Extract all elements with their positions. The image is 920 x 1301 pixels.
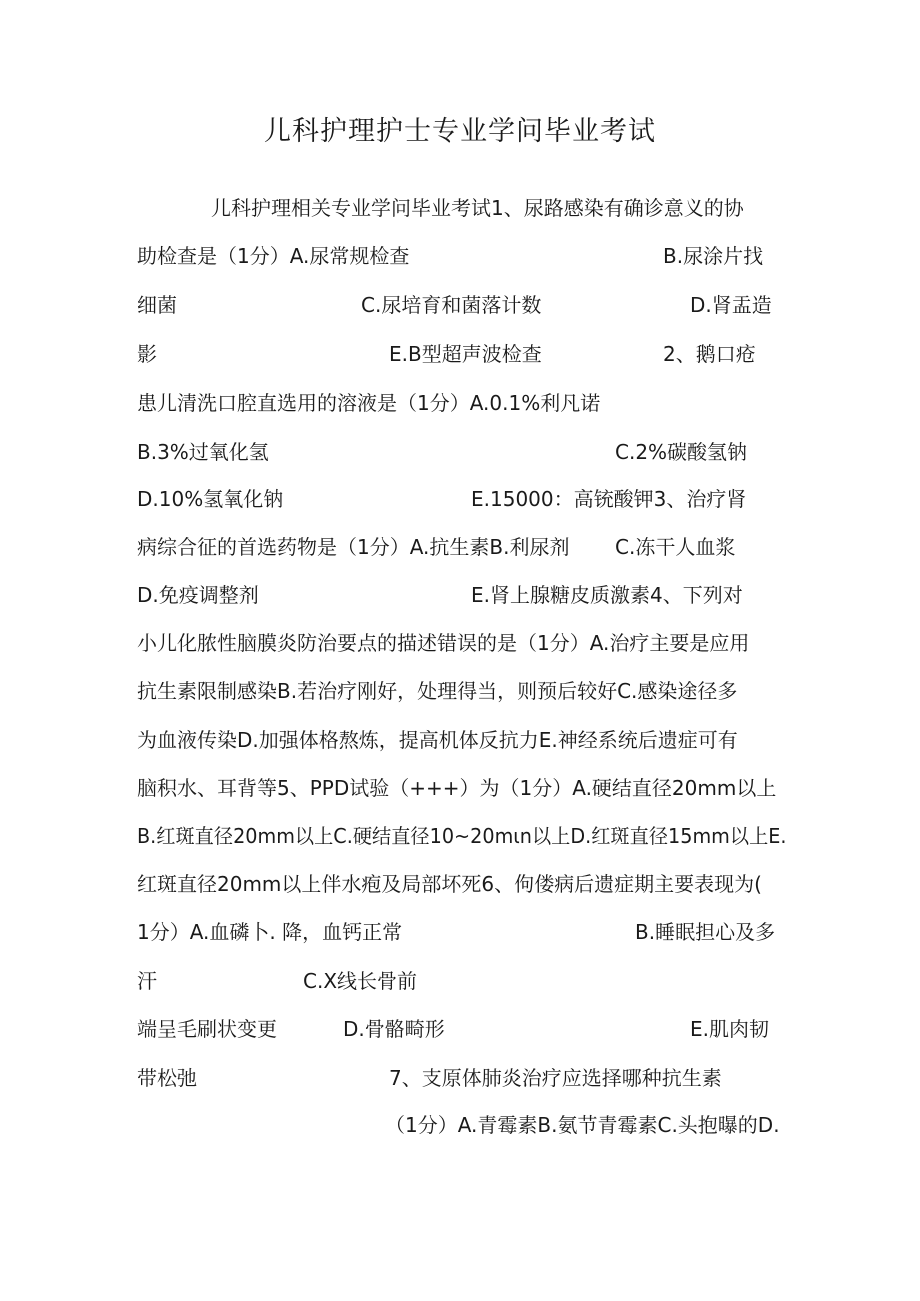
text-segment: 汗	[137, 969, 157, 993]
text-segment: 细菌	[137, 293, 177, 317]
text-segment: 脑积水、耳背等5、PPD试验（+++）为（1分）A.硬结直径20mm以上	[137, 776, 777, 800]
text-segment: B.红斑直径20mm以上C.硬结直径10~20mιn以上D.红斑直径15mm以上E.	[137, 824, 787, 848]
text-line	[137, 869, 787, 899]
text-segment: B.尿涂片找	[663, 244, 764, 268]
text-segment: D.肾盂造	[690, 293, 772, 317]
text-segment: 病综合征的首选药物是（1分）A.抗生素B.利尿剂	[137, 535, 570, 559]
text-segment: B.睡眠担心及多	[635, 920, 776, 944]
text-segment: E.15000：高铳酸钾3、治疗肾	[471, 487, 747, 511]
text-line	[137, 773, 787, 803]
text-segment: 端呈毛刷状变更	[137, 1017, 277, 1041]
text-line	[137, 580, 787, 610]
text-segment: 儿科护理相关专业学问毕业考试1、尿路感染有确诊意义的协	[211, 196, 744, 220]
text-segment: 影	[137, 342, 157, 366]
text-line	[137, 966, 787, 996]
text-segment: 为血液传染D.加强体格熬炼，提高机体反抗力E.神经系统后遗症可有	[137, 728, 738, 752]
text-segment: E.B型超声波检查	[389, 342, 542, 366]
text-segment: E.肌肉韧	[690, 1017, 769, 1041]
text-line	[137, 437, 787, 467]
text-line	[137, 628, 787, 658]
text-segment: 带松弛	[137, 1066, 197, 1090]
text-segment: D.免疫调整剂	[137, 583, 259, 607]
text-segment: 1分）A.血磷卜. 降，血钙正常	[137, 920, 403, 944]
document-title: 儿科护理护士专业学问毕业考试	[264, 116, 656, 147]
text-segment: C.尿培育和菌落计数	[361, 293, 542, 317]
text-line	[137, 193, 787, 223]
text-segment: 抗生素限制感染B.若治疗刚好，处理得当，则预后较好C.感染途径多	[137, 679, 738, 703]
text-segment: 7、支原体肺炎治疗应选择哪种抗生素	[389, 1066, 722, 1090]
text-segment: 2、鹅口疮	[663, 342, 756, 366]
text-segment: 助检查是（1分）A.尿常规检查	[137, 244, 410, 268]
text-line	[137, 1110, 787, 1140]
text-line	[137, 532, 787, 562]
text-segment: C.X线长骨前	[303, 969, 418, 993]
text-segment: D.骨骼畸形	[343, 1017, 445, 1041]
text-segment: 红斑直径20mm以上伴水疱及局部坏死6、佝偻病后遗症期主要表现为(	[137, 872, 762, 896]
text-line	[137, 725, 787, 755]
text-line	[137, 1063, 787, 1093]
text-line	[137, 290, 787, 320]
text-segment: B.3%过氧化氢	[137, 440, 269, 464]
text-segment: C.2%碳酸氢钠	[615, 440, 748, 464]
text-line	[137, 339, 787, 369]
text-line	[137, 917, 787, 947]
text-segment: 小儿化脓性脑膜炎防治要点的描述错误的是（1分）A.治疗主要是应用	[137, 631, 750, 655]
text-line	[137, 821, 787, 851]
text-segment: （1分）A.青霉素B.氨节青霉素C.头抱曝的D.	[385, 1113, 780, 1137]
text-line	[137, 676, 787, 706]
text-segment: 患儿清洗口腔直选用的溶液是（1分）A.0.1%利凡诺	[137, 391, 601, 415]
text-segment: C.冻干人血浆	[615, 535, 736, 559]
text-line	[137, 484, 787, 514]
text-segment: D.10%氢氧化钠	[137, 487, 284, 511]
text-line	[137, 241, 787, 271]
text-line	[137, 388, 787, 418]
text-segment: E.肾上腺糖皮质激素4、下列对	[471, 583, 743, 607]
text-line	[137, 1014, 787, 1044]
